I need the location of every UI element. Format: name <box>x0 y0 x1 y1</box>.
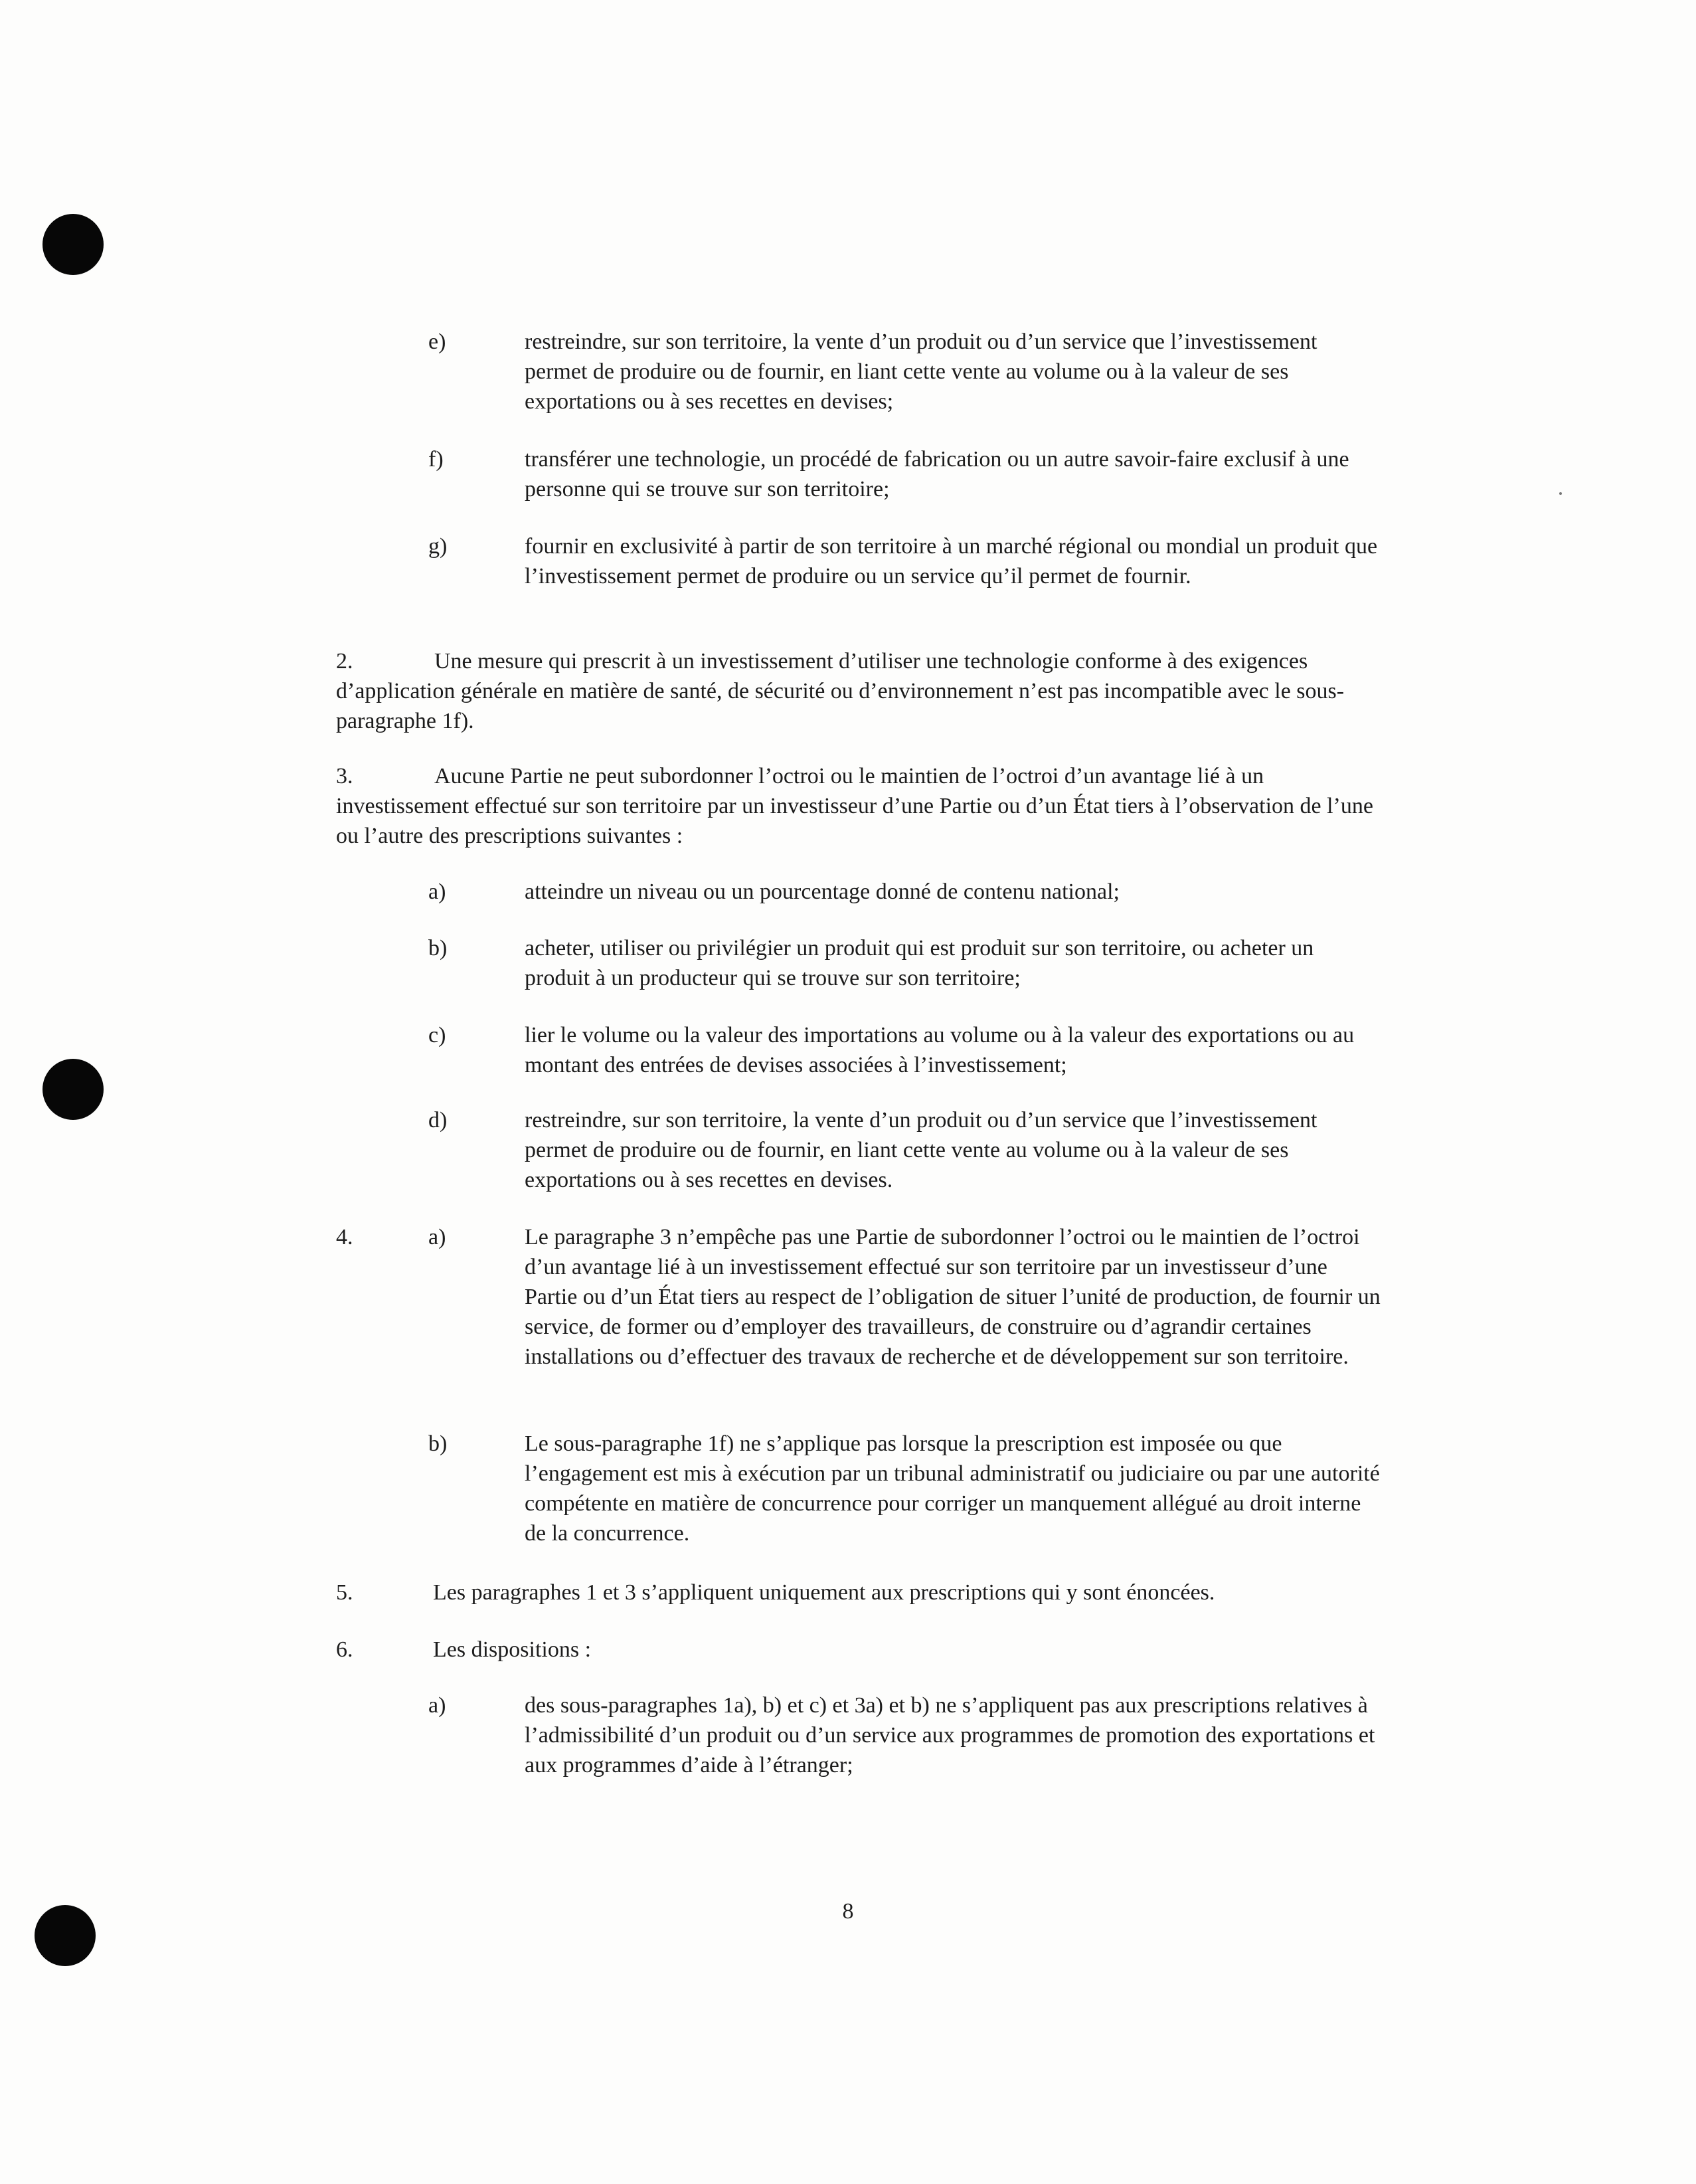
item-text: restreindre, sur son territoire, la vente d’un produit ou d’un service que l’investissement permet de produire ou de fournir, en liant cette vente au volume ou à la valeur de ses exportations ou à ses recettes en devises; <box>525 329 1317 414</box>
binder-hole-middle <box>42 1059 104 1120</box>
item-label: b) <box>428 1431 448 1456</box>
paragraph-text: Aucune Partie ne peut subordonner l’octroi ou le maintien de l’octroi d’un avantage lié à un investissement effectué sur son territoire par un investisseur d’une Partie ou d’un État tiers à l’observation de l’une ou l’autre des prescriptions suivantes : <box>336 764 1373 848</box>
item-label: f) <box>428 447 444 472</box>
item-text: transférer une technologie, un procédé de fabrication ou un autre savoir-faire exclusif à une personne qui se trouve sur son territoire; <box>525 447 1349 501</box>
paragraph-3 <box>336 761 1383 851</box>
item-text: restreindre, sur son territoire, la vente d’un produit ou d’un service que l’investissement permet de produire ou de fournir, en liant cette vente au volume ou à la valeur de ses exportations ou à ses recettes en devises. <box>525 1108 1317 1192</box>
paragraph-number: 2. <box>336 649 353 674</box>
paragraph-2 <box>336 646 1383 736</box>
item-label: a) <box>428 1693 446 1718</box>
item-text: lier le volume ou la valeur des importations au volume ou à la valeur des exportations ou au montant des entrées de devises associées à l’investissement; <box>525 1023 1355 1077</box>
item-label: d) <box>428 1108 448 1133</box>
paragraph-number: 3. <box>336 764 353 788</box>
item-label: b) <box>428 936 448 960</box>
item-label: g) <box>428 534 448 559</box>
item-label: a) <box>428 879 446 904</box>
item-text: Le paragraphe 3 n’empêche pas une Partie de subordonner l’octroi ou le maintien de l’octroi d’un avantage lié à un investissement effectué sur son territoire par un investisseur d’une Partie ou d’un État tiers au respect de l’obligation de situer l’unité de production, de fournir un service, de former ou d’employer des travailleurs, de construire ou d’agrandir certaines installations ou d’effectuer des travaux de recherche et de développement sur son territoire. <box>525 1225 1381 1369</box>
paragraph-text: Une mesure qui prescrit à un investissement d’utiliser une technologie conforme à des exigences d’application générale en matière de santé, de sécurité ou d’environnement n’est pas incompatible avec le sous-paragraphe 1f). <box>336 649 1345 733</box>
item-text: des sous-paragraphes 1a), b) et c) et 3a) et b) ne s’appliquent pas aux prescriptions relatives à l’admissibilité d’un produit ou d’un service aux programmes de promotion des exportations et aux programmes d’aide à l’étranger; <box>525 1693 1375 1777</box>
binder-hole-top <box>42 214 104 275</box>
item-text: fournir en exclusivité à partir de son territoire à un marché régional ou mondial un produit que l’investissement permet de produire ou un service qu’il permet de fournir. <box>525 534 1378 589</box>
paragraph-number: 5. <box>336 1580 353 1605</box>
paragraph-text: Les dispositions : <box>433 1637 592 1662</box>
item-text: Le sous-paragraphe 1f) ne s’applique pas lorsque la prescription est imposée ou que l’engagement est mis à exécution par un tribunal administratif ou judiciaire ou par une autorité compétente en matière de concurrence pour corriger un manquement allégué au droit interne de la concurrence. <box>525 1431 1380 1546</box>
item-text: atteindre un niveau ou un pourcentage donné de contenu national; <box>525 879 1120 904</box>
paragraph-number: 4. <box>336 1225 353 1249</box>
page-number: 8 <box>842 1899 854 1924</box>
scan-speck <box>1559 492 1562 495</box>
paragraph-number: 6. <box>336 1637 353 1662</box>
binder-hole-bottom <box>35 1905 96 1966</box>
item-label: e) <box>428 329 446 354</box>
item-label: a) <box>428 1225 446 1249</box>
paragraph-text: Les paragraphes 1 et 3 s’appliquent uniquement aux prescriptions qui y sont énoncées. <box>433 1580 1215 1605</box>
item-label: c) <box>428 1023 446 1047</box>
item-text: acheter, utiliser ou privilégier un produit qui est produit sur son territoire, ou acheter un produit à un producteur qui se trouve sur son territoire; <box>525 936 1314 990</box>
